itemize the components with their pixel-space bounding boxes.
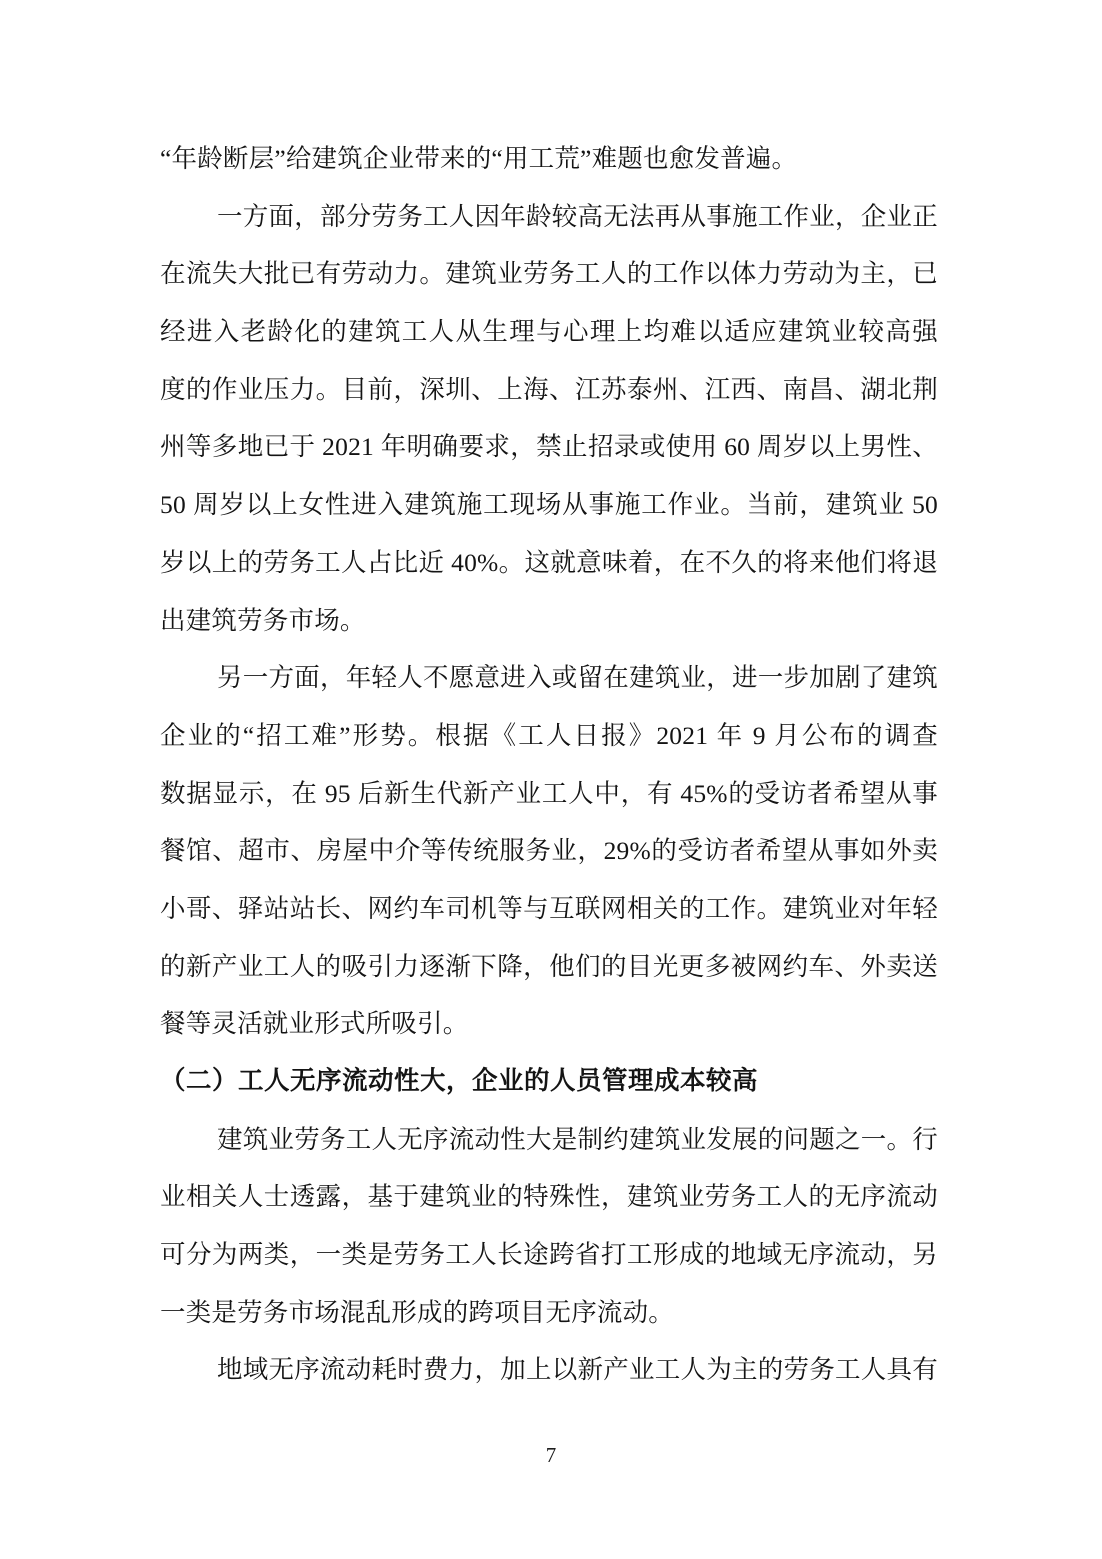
text-line: 业相关人士透露，基于建筑业的特殊性，建筑业劳务工人的无序流动: [160, 1182, 938, 1212]
text-line: 在流失大批已有劳动力。建筑业劳务工人的工作以体力劳动为主，已: [160, 259, 938, 289]
text-line: 岁以上的劳务工人占比近 40%。这就意味着，在不久的将来他们将退: [160, 547, 938, 577]
text-line: 州等多地已于 2021 年明确要求，禁止招录或使用 60 周岁以上男性、: [160, 432, 938, 462]
text-line: 出建筑劳务市场。: [160, 605, 366, 635]
text-line: 数据显示，在 95 后新生代新产业工人中，有 45%的受访者希望从事: [160, 778, 938, 808]
document-body: [160, 130, 938, 1399]
text-line: 地域无序流动耗时费力，加上以新产业工人为主的劳务工人具有: [217, 1355, 938, 1385]
text-line: 度的作业压力。目前，深圳、上海、江苏泰州、江西、南昌、湖北荆: [160, 374, 938, 404]
text-line: 50 周岁以上女性进入建筑施工现场从事施工作业。当前，建筑业 50: [160, 490, 938, 520]
text-line: 企业的“招工难”形势。根据《工人日报》2021 年 9 月公布的调查: [160, 720, 938, 750]
text-line: 建筑业劳务工人无序流动性大是制约建筑业发展的问题之一。行: [217, 1124, 938, 1154]
text-line: 的新产业工人的吸引力逐渐下降，他们的目光更多被网约车、外卖送: [160, 951, 938, 981]
section-heading: （二）工人无序流动性大，企业的人员管理成本较高: [160, 1067, 759, 1095]
text-line: “年龄断层”给建筑企业带来的“用工荒”难题也愈发普遍。: [160, 144, 798, 173]
text-line: 一方面，部分劳务工人因年龄较高无法再从事施工作业，企业正: [217, 201, 938, 231]
text-line: 可分为两类，一类是劳务工人长途跨省打工形成的地域无序流动，另: [160, 1240, 938, 1270]
text-line: 餐馆、超市、房屋中介等传统服务业，29%的受访者希望从事如外卖: [160, 836, 938, 866]
text-line: 一类是劳务市场混乱形成的跨项目无序流动。: [160, 1297, 675, 1327]
text-line: 小哥、驿站站长、网约车司机等与互联网相关的工作。建筑业对年轻: [160, 893, 938, 923]
text-line: 另一方面，年轻人不愿意进入或留在建筑业，进一步加剧了建筑: [217, 663, 938, 693]
text-line: 餐等灵活就业形式所吸引。: [160, 1009, 469, 1039]
page-number: 7: [545, 1443, 557, 1467]
text-line: 经进入老龄化的建筑工人从生理与心理上均难以适应建筑业较高强: [160, 317, 938, 347]
